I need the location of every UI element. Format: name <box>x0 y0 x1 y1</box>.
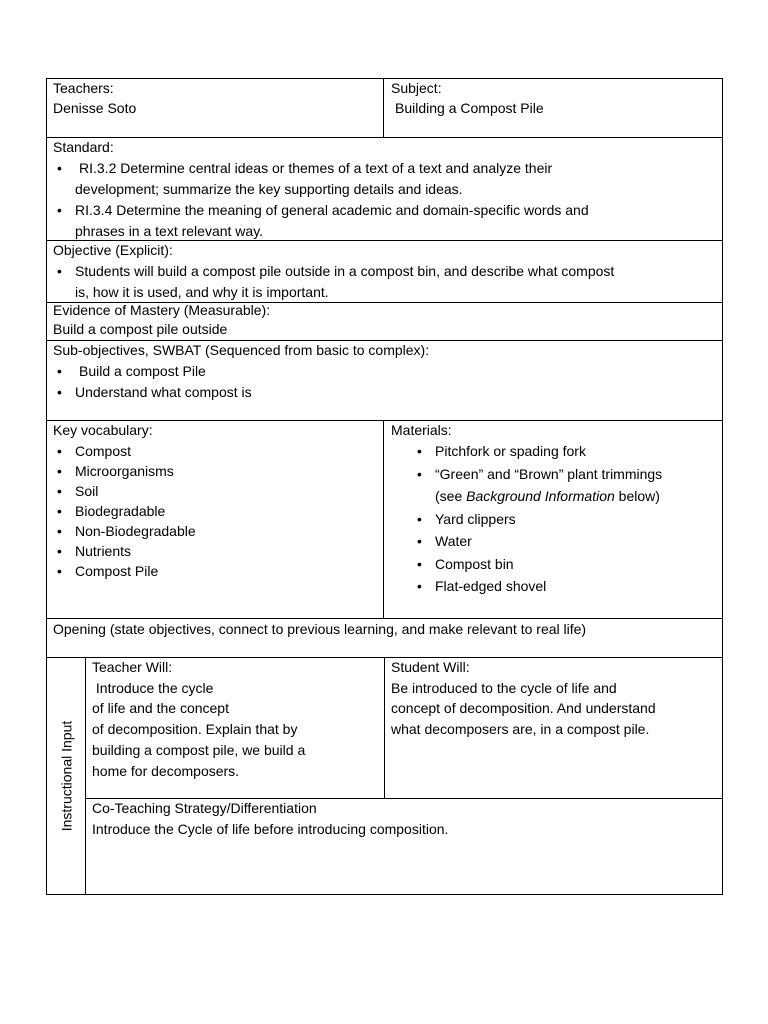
objective-label: Objective (Explicit): <box>53 242 173 258</box>
coteaching-text: Introduce the Cycle of life before introducing composition. <box>92 820 449 837</box>
subject-cell <box>391 78 544 118</box>
table-border <box>85 657 86 895</box>
teacher-name: Denisse Soto <box>53 100 137 116</box>
standard-item: • RI.3.4 Determine the meaning of general academic and domain-specific words and phrases in a text relevant way. <box>53 200 589 242</box>
table-border <box>383 420 384 619</box>
table-border <box>46 894 723 895</box>
vocabulary-list <box>53 441 196 581</box>
opening-cell <box>53 619 586 639</box>
evidence-value: Build a compost pile outside <box>53 321 228 337</box>
teachers-label: Teachers: <box>53 80 114 96</box>
vocabulary-item: • Nutrients <box>53 541 196 561</box>
student-will-line: Be introduced to the cycle of life and <box>391 679 617 696</box>
table-border <box>722 78 723 895</box>
table-border <box>384 657 385 799</box>
standard-list <box>53 158 589 242</box>
teacher-will-label: Teacher Will: <box>92 659 173 675</box>
teacher-will-line: Introduce the cycle <box>92 679 214 696</box>
teacher-will-line: of decomposition. Explain that by <box>92 721 298 738</box>
vocabulary-label: Key vocabulary: <box>53 422 153 438</box>
objective-cell <box>53 240 614 303</box>
table-border <box>46 78 723 79</box>
student-will-line: what decomposers are, in a compost pile. <box>391 721 650 738</box>
sub-objective-item: • Understand what compost is <box>53 382 429 403</box>
vocabulary-item: • Compost Pile <box>53 561 196 581</box>
materials-list <box>413 440 662 598</box>
student-will-label: Student Will: <box>391 659 470 675</box>
teachers-cell <box>53 78 136 118</box>
instructional-input-label: Instructional Input <box>58 720 75 832</box>
teacher-will-line: home for decomposers. <box>92 762 240 779</box>
vocabulary-cell <box>53 420 196 581</box>
sub-objectives-cell <box>53 340 429 403</box>
evidence-label: Evidence of Mastery (Measurable): <box>53 302 271 318</box>
teacher-will-line: of life and the concept <box>92 700 229 717</box>
vocabulary-item: • Microorganisms <box>53 461 196 481</box>
objective-item: • Students will build a compost pile outside in a compost bin, and describe what compost is, how it is used, and why it is important. <box>53 261 614 303</box>
sub-objectives-label: Sub-objectives, SWBAT (Sequenced from basic to complex): <box>53 342 430 358</box>
table-border <box>383 78 384 138</box>
vocabulary-item: • Biodegradable <box>53 501 196 521</box>
subject-value: Building a Compost Pile <box>395 100 544 116</box>
coteaching-cell <box>92 798 448 839</box>
vocabulary-item: • Soil <box>53 481 196 501</box>
materials-item: • Flat-edged shovel <box>413 575 662 598</box>
student-will-cell <box>391 657 656 740</box>
sub-objectives-list <box>53 361 429 403</box>
teacher-will-line: building a compost pile, we build a <box>92 741 306 758</box>
teacher-will-cell <box>92 657 305 781</box>
materials-label: Materials: <box>391 422 452 438</box>
standard-label: Standard: <box>53 139 114 155</box>
opening-text: Opening (state objectives, connect to previous learning, and make relevant to real life) <box>53 621 587 637</box>
standard-item: • RI.3.2 Determine central ideas or themes of a text of a text and analyze their development; summarize the key supporting details and ideas. <box>53 158 589 200</box>
vocabulary-item: • Non-Biodegradable <box>53 521 196 541</box>
vocabulary-item: • Compost <box>53 441 196 461</box>
background-info-note: (see Background Information below) <box>435 488 660 504</box>
coteaching-label: Co-Teaching Strategy/Differentiation <box>92 800 317 816</box>
materials-item: • Compost bin <box>413 553 662 576</box>
evidence-cell <box>53 301 270 339</box>
standard-cell <box>53 137 589 242</box>
sub-objective-item: • Build a compost Pile <box>53 361 429 382</box>
objective-list <box>53 261 614 303</box>
subject-label: Subject: <box>391 80 442 96</box>
materials-item: • Pitchfork or spading fork <box>413 440 662 463</box>
materials-item: • Water <box>413 530 662 553</box>
materials-item: • “Green” and “Brown” plant trimmings (see Background Information below) <box>413 463 662 508</box>
student-will-line: concept of decomposition. And understand <box>391 700 656 717</box>
materials-item: • Yard clippers <box>413 508 662 531</box>
materials-cell <box>391 420 662 598</box>
